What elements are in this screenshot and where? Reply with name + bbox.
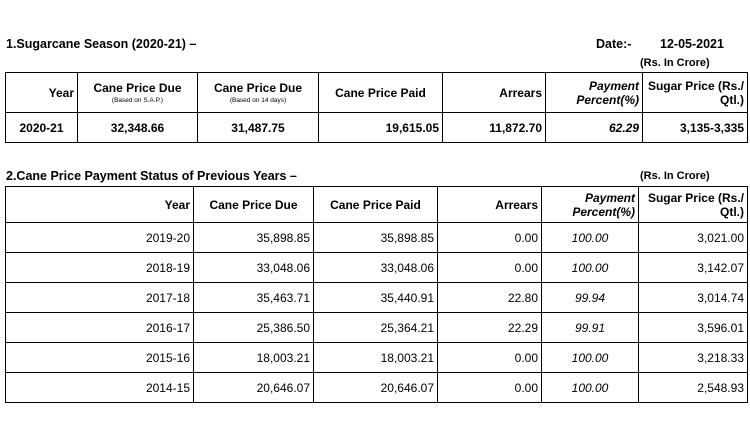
due-14-label: Cane Price Due [213,81,303,95]
table-row [6,253,748,283]
cell-year: 2016-17 [6,313,194,343]
cell-arrears: 11,872.70 [443,113,546,143]
col-header-paid: Cane Price Paid [319,73,443,113]
table-row [6,313,748,343]
cell-year: 2014-15 [6,373,194,403]
cell-year: 2020-21 [6,113,78,143]
cell-payment: 99.94 [542,283,639,313]
col-header-paid: Cane Price Paid [314,187,438,223]
date-value: 12-05-2021 [660,37,724,51]
section1-title: 1.Sugarcane Season (2020-21) – [6,37,197,51]
cell-due: 35,898.85 [194,223,314,253]
table-row [6,283,748,313]
col-header-sugar [643,73,748,113]
cell-arrears: 0.00 [438,223,542,253]
payment-line1: Payment [584,190,635,205]
sugar-line1: Sugar Price (Rs./ [647,190,744,205]
cell-due: 20,646.07 [194,373,314,403]
sugar-line1: Sugar Price (Rs./ [647,78,744,93]
cell-payment: 62.29 [546,113,643,143]
cell-payment: 99.91 [542,313,639,343]
current-season-row [6,113,748,143]
cell-sugar: 3,142.07 [639,253,748,283]
cell-due: 35,463.71 [194,283,314,313]
cell-arrears: 22.29 [438,313,542,343]
payment-line1: Payment [588,78,639,93]
col-header-due-14 [198,73,319,113]
cell-sugar: 2,548.93 [639,373,748,403]
date-label: Date:- [596,37,632,51]
cell-paid: 35,898.85 [314,223,438,253]
cell-due-sap: 32,348.66 [78,113,198,143]
col-header-due-sap [78,73,198,113]
cell-sugar: 3,021.00 [639,223,748,253]
col-header-due: Cane Price Due [194,187,314,223]
current-season-table [5,72,748,143]
cell-arrears: 0.00 [438,343,542,373]
cell-paid: 20,646.07 [314,373,438,403]
col-header-arrears: Arrears [443,73,546,113]
due-sap-label: Cane Price Due [93,81,182,95]
col-header-sugar [639,187,748,223]
cell-arrears: 0.00 [438,253,542,283]
col-header-payment [546,73,643,113]
cell-arrears: 0.00 [438,373,542,403]
table-row [6,223,748,253]
section1-unit-label: (Rs. In Crore) [640,57,710,69]
cell-sugar: 3,596.01 [639,313,748,343]
cell-paid: 25,364.21 [314,313,438,343]
current-season-header-row [6,73,748,113]
col-header-year: Year [6,73,78,113]
cell-paid: 33,048.06 [314,253,438,283]
cell-sugar: 3,135-3,335 [643,113,748,143]
cell-due: 25,386.50 [194,313,314,343]
table-row [6,343,748,373]
col-header-payment [542,187,639,223]
cell-year: 2018-19 [6,253,194,283]
cell-payment: 100.00 [542,343,639,373]
cell-due-14: 31,487.75 [198,113,319,143]
col-header-arrears: Arrears [438,187,542,223]
section2-unit-label: (Rs. In Crore) [640,170,710,182]
sugar-line2: Qtl.) [720,204,744,219]
col-header-year: Year [6,187,194,223]
cell-payment: 100.00 [542,373,639,403]
cell-payment: 100.00 [542,253,639,283]
cell-due: 33,048.06 [194,253,314,283]
cell-sugar: 3,218.33 [639,343,748,373]
sugar-line2: Qtl.) [720,92,744,107]
due-14-note: (Based on 14 days) [229,97,287,104]
due-sap-note: (Based on S.A.P.) [111,97,164,104]
cell-year: 2017-18 [6,283,194,313]
previous-years-table [5,186,748,403]
payment-line2: Percent(%) [576,92,639,107]
cell-sugar: 3,014.74 [639,283,748,313]
cell-year: 2015-16 [6,343,194,373]
cell-arrears: 22.80 [438,283,542,313]
cell-paid: 19,615.05 [319,113,443,143]
previous-years-header-row [6,187,748,223]
cell-due: 18,003.21 [194,343,314,373]
cell-paid: 35,440.91 [314,283,438,313]
cell-paid: 18,003.21 [314,343,438,373]
cell-year: 2019-20 [6,223,194,253]
section2-title: 2.Cane Price Payment Status of Previous Years – [6,169,297,183]
table-row [6,373,748,403]
payment-line2: Percent(%) [572,204,635,219]
cell-payment: 100.00 [542,223,639,253]
